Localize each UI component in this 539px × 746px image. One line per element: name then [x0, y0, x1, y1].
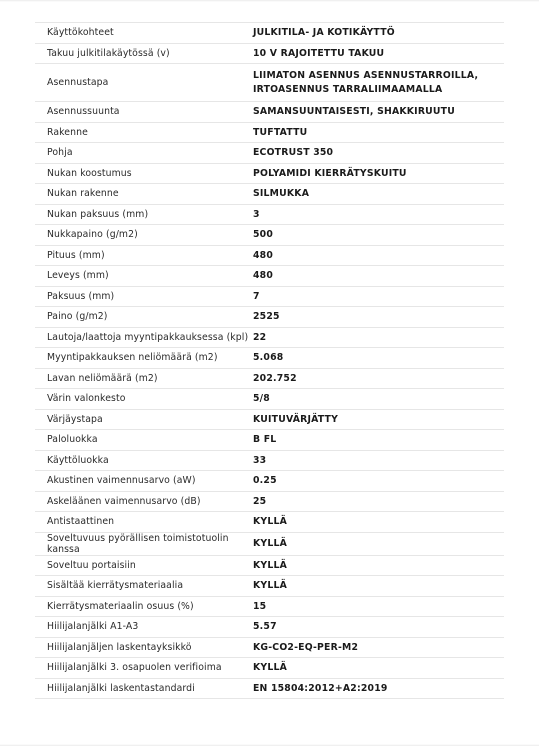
- spec-row-nukkapaino: [35, 225, 504, 246]
- spec-row-kierratysmateriaali: [35, 576, 504, 597]
- spec-label: Pohja: [47, 147, 73, 159]
- spec-value: SAMANSUUNTAISESTI, SHAKKIRUUTU: [253, 106, 455, 118]
- spec-label: Sisältää kierrätysmateriaalia: [47, 580, 184, 592]
- spec-label: Paino (g/m2): [47, 311, 108, 323]
- spec-label: Käyttökohteet: [47, 27, 114, 39]
- spec-row-laattoja-pakkauksessa: [35, 328, 504, 349]
- spec-value: 33: [253, 454, 267, 466]
- spec-value: KYLLÄ: [253, 662, 287, 674]
- spec-row-leveys: [35, 266, 504, 287]
- spec-value: 2525: [253, 311, 280, 323]
- spec-value: JULKITILA- JA KOTIKÄYTTÖ: [253, 27, 395, 39]
- spec-label: Lautoja/laattoja myyntipakkauksessa (kpl): [47, 331, 249, 343]
- spec-row-laskentastandardi: [35, 679, 504, 700]
- spec-value: 202.752: [253, 372, 297, 384]
- spec-row-valonkesto: [35, 389, 504, 410]
- spec-row-laskentayksikko: [35, 638, 504, 659]
- spec-label: Askeläänen vaimennusarvo (dB): [47, 495, 201, 507]
- spec-label: Lavan neliömäärä (m2): [47, 372, 158, 384]
- spec-row-pituus: [35, 246, 504, 267]
- spec-label: Nukkapaino (g/m2): [47, 229, 138, 241]
- spec-row-askelaani: [35, 492, 504, 513]
- spec-value: KYLLÄ: [253, 580, 287, 592]
- spec-value: 3: [253, 208, 260, 220]
- spec-label: Nukan paksuus (mm): [47, 208, 149, 220]
- spec-label: Nukan koostumus: [47, 167, 132, 179]
- spec-label: Leveys (mm): [47, 270, 109, 282]
- spec-value: 10 V RAJOITETTU TAKUU: [253, 47, 385, 59]
- spec-label: Nukan rakenne: [47, 188, 119, 200]
- spec-label: Antistaattinen: [47, 516, 115, 528]
- spec-row-asennustapa: [35, 64, 504, 102]
- spec-value: KYLLÄ: [253, 516, 287, 528]
- spec-row-akustinen: [35, 471, 504, 492]
- spec-row-kayttokohteet: [35, 23, 504, 44]
- spec-label: Hiilijalanjälki 3. osapuolen verifioima: [47, 662, 222, 674]
- spec-label: Akustinen vaimennusarvo (aW): [47, 475, 196, 487]
- spec-row-pohja: [35, 143, 504, 164]
- spec-value: 22: [253, 331, 267, 343]
- spec-value: KG-CO2-EQ-PER-M2: [253, 641, 359, 653]
- spec-value: B FL: [253, 434, 277, 446]
- spec-row-verifioima: [35, 658, 504, 679]
- spec-label: Paloluokka: [47, 434, 98, 446]
- spec-value: 7: [253, 290, 260, 302]
- spec-value: KYLLÄ: [253, 537, 287, 549]
- spec-row-kayttoluokka: [35, 451, 504, 472]
- spec-row-nukan-rakenne: [35, 184, 504, 205]
- spec-row-portaat: [35, 556, 504, 577]
- spec-value: EN 15804:2012+A2:2019: [253, 682, 388, 694]
- spec-value: 0.25: [253, 475, 277, 487]
- spec-row-toimistotuoli: [35, 533, 504, 556]
- spec-label: Rakenne: [47, 126, 88, 138]
- spec-row-paino: [35, 307, 504, 328]
- spec-label: Pituus (mm): [47, 249, 105, 261]
- spec-label: Asennustapa: [47, 77, 109, 88]
- spec-row-hiilijalanjalki: [35, 617, 504, 638]
- spec-row-rakenne: [35, 123, 504, 144]
- spec-label: Myyntipakkauksen neliömäärä (m2): [47, 352, 218, 364]
- spec-row-asennussuunta: [35, 102, 504, 123]
- spec-row-paksuus: [35, 287, 504, 308]
- spec-value: POLYAMIDI KIERRÄTYSKUITU: [253, 167, 407, 179]
- spec-label: Kierrätysmateriaalin osuus (%): [47, 600, 194, 612]
- spec-label: Hiilijalanjälki laskentastandardi: [47, 682, 195, 694]
- spec-value: 5/8: [253, 393, 270, 405]
- spec-value: 25: [253, 495, 267, 507]
- spec-value: TUFTATTU: [253, 126, 308, 138]
- spec-row-nukan-paksuus: [35, 205, 504, 226]
- spec-label: Paksuus (mm): [47, 290, 115, 302]
- spec-label: Värjäystapa: [47, 413, 103, 425]
- spec-row-paloluokka: [35, 430, 504, 451]
- spec-value: 480: [253, 249, 274, 261]
- spec-label: Hiilijalanjäljen laskentayksikkö: [47, 641, 192, 653]
- spec-row-varjaystapa: [35, 410, 504, 431]
- spec-value: 5.068: [253, 352, 284, 364]
- spec-value: ECOTRUST 350: [253, 147, 334, 159]
- spec-row-antistaattinen: [35, 512, 504, 533]
- spec-label: Takuu julkitilakäytössä (v): [47, 47, 170, 59]
- spec-value: 5.57: [253, 621, 277, 633]
- spec-value: KYLLÄ: [253, 559, 287, 571]
- top-edge-shadow: [0, 0, 539, 2]
- spec-value: 480: [253, 270, 274, 282]
- spec-value: 15: [253, 600, 267, 612]
- spec-row-takuu: [35, 44, 504, 65]
- spec-label: Soveltuvuus pyörällisen toimistotuolin kanssa: [47, 532, 229, 555]
- spec-label: Asennussuunta: [47, 106, 120, 118]
- spec-label: Värin valonkesto: [47, 393, 126, 405]
- spec-row-pakkauksen-nelio: [35, 348, 504, 369]
- spec-value: KUITUVÄRJÄTTY: [253, 413, 339, 425]
- product-specifications-table: [35, 22, 504, 699]
- spec-value: LIIMATON ASENNUS ASENNUSTARROILLA, IRTOASENNUS TARRALIIMAAMALLA: [253, 70, 479, 95]
- spec-row-kierratys-osuus: [35, 597, 504, 618]
- spec-value: SILMUKKA: [253, 188, 310, 200]
- spec-label: Soveltuu portaisiin: [47, 559, 136, 571]
- spec-label: Käyttöluokka: [47, 454, 109, 466]
- spec-label: Hiilijalanjälki A1-A3: [47, 621, 139, 633]
- spec-row-lavan-nelio: [35, 369, 504, 390]
- spec-row-nukan-koostumus: [35, 164, 504, 185]
- spec-value: 500: [253, 229, 274, 241]
